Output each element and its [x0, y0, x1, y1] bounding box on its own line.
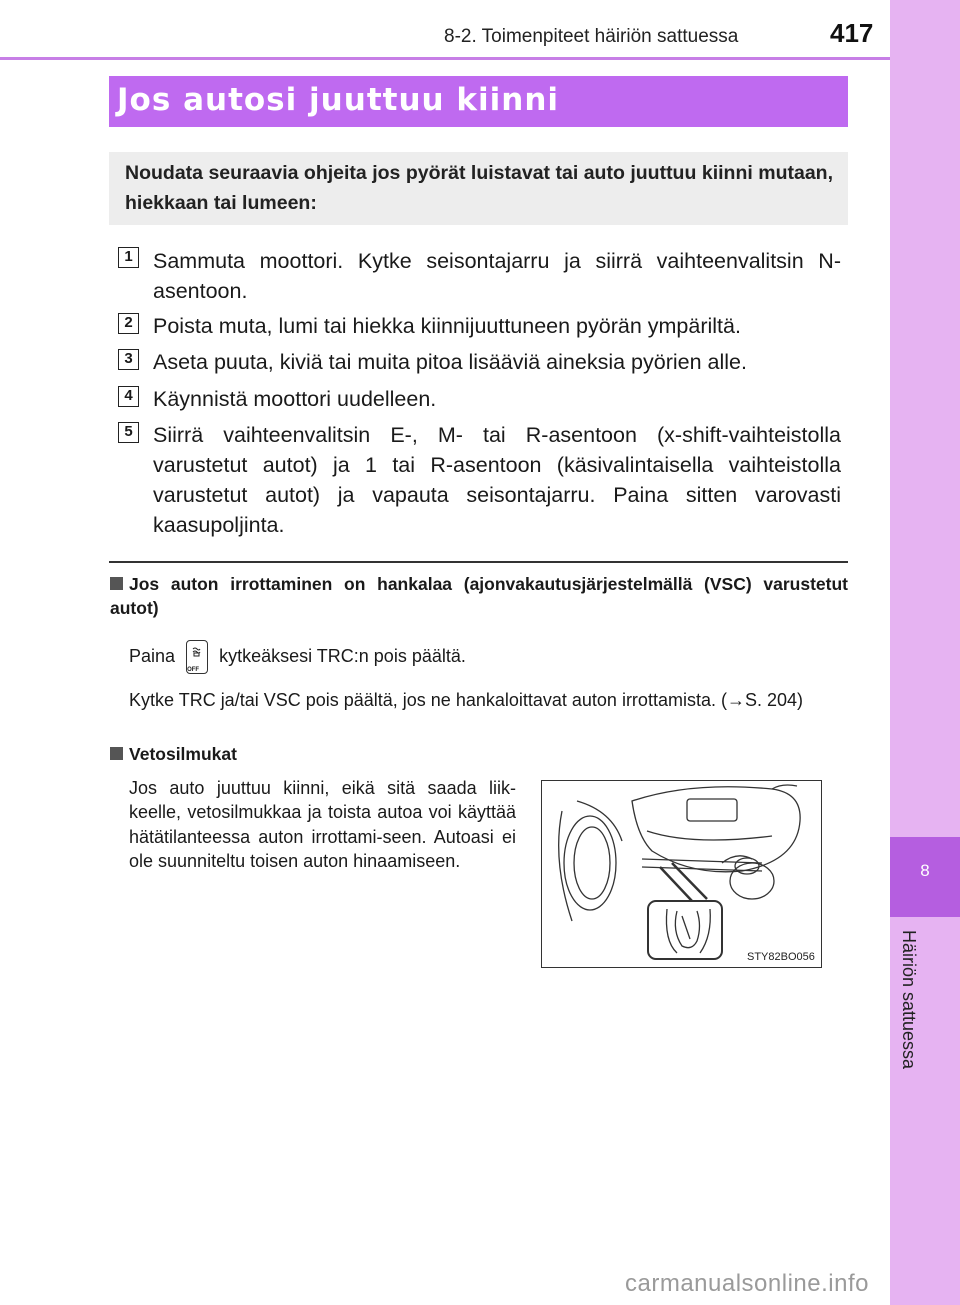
square-bullet-icon — [110, 577, 123, 590]
intro-box — [109, 152, 848, 225]
figure-code: STY82BO056 — [747, 951, 815, 963]
towing-eye-figure — [541, 780, 822, 968]
header-rule — [0, 57, 890, 60]
subheading-vsc — [110, 572, 848, 620]
page-number: 417 — [830, 18, 874, 48]
step-text: Käynnistä moottori uudelleen. — [153, 387, 437, 411]
side-tab — [890, 0, 960, 1305]
section-title: 8-2. Toimenpiteet häiriön sattuessa — [444, 26, 739, 47]
car-underside-illustration — [542, 781, 821, 967]
vsc-note: Kytke TRC ja/tai VSC pois päältä, jos ne hankaloittavat auton irrottamista. (→S. 204) — [129, 690, 803, 710]
step-text: Sammuta moottori. Kytke seisontajarru ja siirrä vaihteenvalitsin N-asentoon. — [153, 249, 841, 303]
page-header — [0, 0, 890, 58]
page-title: Jos autosi juuttuu kiinni — [117, 82, 560, 118]
press-prefix: Paina — [129, 645, 176, 666]
chapter-title: Häiriön sattuessa — [899, 930, 919, 1070]
press-suffix: kytkeäksesi TRC:n pois päältä. — [219, 645, 466, 666]
step-text: Poista muta, lumi tai hiekka kiinnijuuttuneen pyörän ympäriltä. — [153, 314, 741, 338]
subheading-vsc-text: Jos auton irrottaminen on hankalaa (ajonvakautusjärjestelmällä (VSC) varustetut autot) — [110, 574, 848, 618]
step-number: 2 — [118, 313, 139, 334]
chapter-tab[interactable] — [890, 837, 960, 917]
chapter-number: 8 — [920, 861, 930, 880]
subheading-tow — [110, 744, 237, 765]
subheading-tow-text: Vetosilmukat — [129, 744, 237, 764]
title-bar — [109, 76, 848, 127]
watermark: carmanualsonline.info — [625, 1270, 869, 1297]
step-text: Aseta puuta, kiviä tai muita pitoa lisääviä aineksia pyörien alle. — [153, 350, 747, 374]
step-number: 1 — [118, 247, 139, 268]
square-bullet-icon — [110, 747, 123, 760]
vsc-off-switch-icon — [186, 640, 208, 674]
step-number: 5 — [118, 422, 139, 443]
step-number: 4 — [118, 386, 139, 407]
vsc-off-label: OFF — [187, 667, 200, 673]
step-number: 3 — [118, 349, 139, 370]
section-divider — [109, 561, 848, 563]
tow-text: Jos auto juuttuu kiinni, eikä sitä saada liik-keelle, vetosilmukkaa ja toista autoa voi käyttää hätätilanteessa auton irrottami-seen. Autoasi ei ole suunniteltu toisen auton hinaamiseen. — [129, 778, 516, 871]
press-instruction — [129, 640, 829, 674]
intro-text: Noudata seuraavia ohjeita jos pyörät luistavat tai auto juuttuu kiinni mutaan, hiekkaan tai lumeen: — [125, 162, 833, 214]
step-text: Siirrä vaihteenvalitsin E-, M- tai R-asentoon (x-shift-vaihteistolla varustetut autot) ja 1 tai R-asentoon (käsivalintaisella vaihteistolla varustetut autot) ja vapauta seisontajarru. Paina sitten varovasti kaasupoljinta. — [153, 423, 841, 537]
